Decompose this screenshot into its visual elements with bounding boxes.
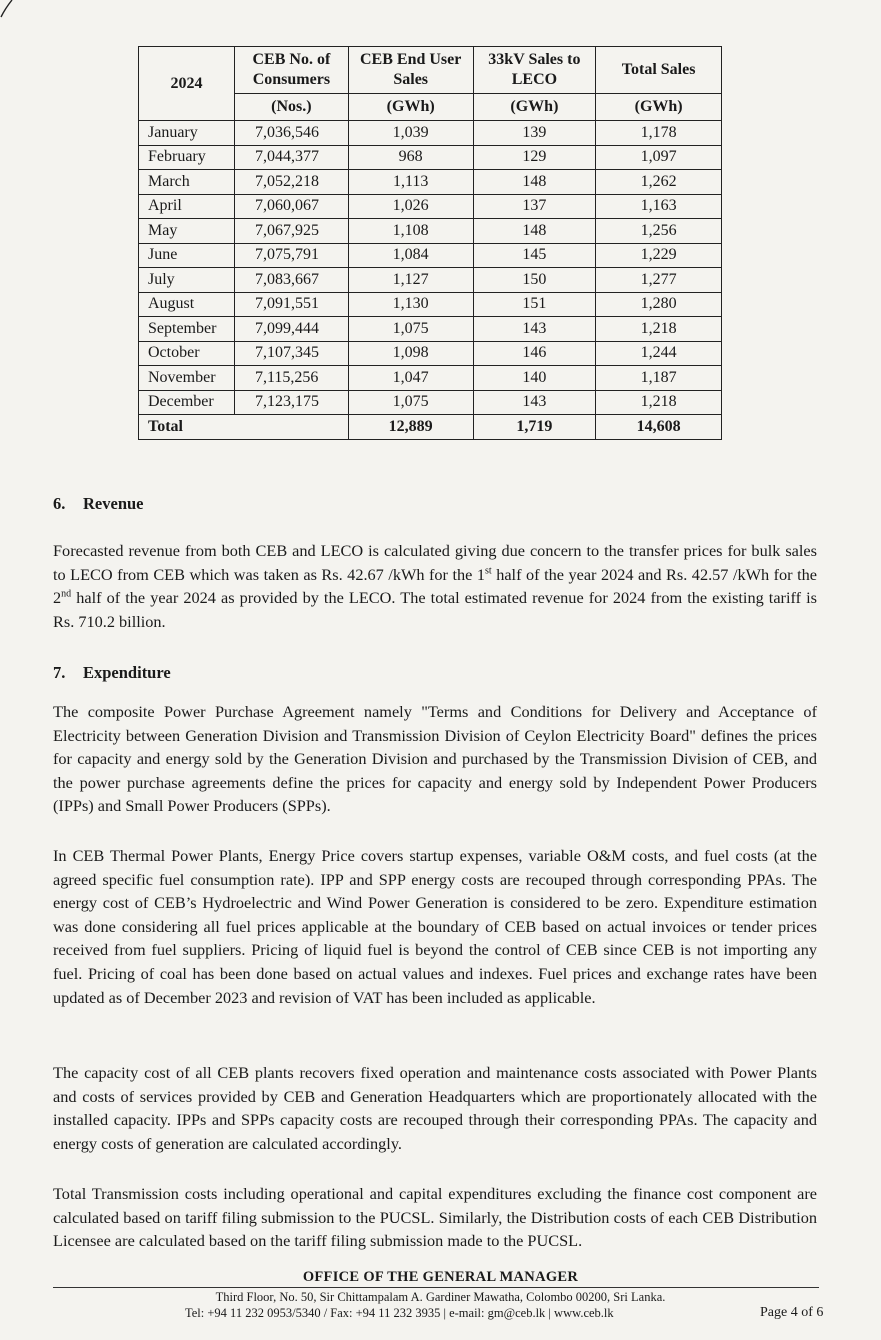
table-row [139, 292, 722, 317]
total-cell: 1,187 [596, 366, 722, 391]
section-7-number: 7. [53, 663, 66, 682]
consumers-cell: 7,123,175 [234, 390, 348, 415]
total-end-user: 12,889 [348, 415, 473, 440]
33kv-cell: 129 [473, 145, 596, 170]
total-sales: 14,608 [596, 415, 722, 440]
section-6-title: Revenue [83, 494, 144, 513]
table-row [139, 268, 722, 293]
table-row [139, 390, 722, 415]
month-cell: July [139, 268, 235, 293]
consumers-cell: 7,091,551 [234, 292, 348, 317]
section-6-heading [53, 494, 144, 514]
consumers-cell: 7,044,377 [234, 145, 348, 170]
total-33kv: 1,719 [473, 415, 596, 440]
33kv-cell: 146 [473, 341, 596, 366]
month-cell: January [139, 121, 235, 146]
total-cell: 1,218 [596, 317, 722, 342]
end-user-cell: 1,108 [348, 219, 473, 244]
revenue-text-a: Forecasted revenue from both CEB and LECO is calculated giving due concern to the transfer prices for bulk sales to LECO from CEB which was taken as Rs. 42.67 /kWh for the 1 [53, 541, 817, 584]
33kv-cell: 137 [473, 194, 596, 219]
revenue-paragraph [53, 539, 817, 633]
month-cell: October [139, 341, 235, 366]
consumers-cell: 7,060,067 [234, 194, 348, 219]
section-7-title: Expenditure [83, 663, 171, 682]
total-cell: 1,277 [596, 268, 722, 293]
table-row [139, 243, 722, 268]
total-cell: 1,178 [596, 121, 722, 146]
revenue-text-c: half of the year 2024 as provided by the LECO. The total estimated revenue for 2024 from the existing tariff is Rs. 710.2 billion. [53, 588, 817, 631]
end-user-cell: 1,127 [348, 268, 473, 293]
33kv-cell: 140 [473, 366, 596, 391]
consumers-cell: 7,052,218 [234, 170, 348, 195]
consumers-cell: 7,099,444 [234, 317, 348, 342]
table-row [139, 121, 722, 146]
consumers-cell: 7,107,345 [234, 341, 348, 366]
consumers-unit: (Nos.) [234, 94, 348, 121]
section-7-heading [53, 663, 171, 683]
33kv-cell: 139 [473, 121, 596, 146]
footer-office-title: OFFICE OF THE GENERAL MANAGER [302, 1269, 579, 1285]
month-cell: May [139, 219, 235, 244]
total-cell: 1,280 [596, 292, 722, 317]
end-user-cell: 1,113 [348, 170, 473, 195]
table-row [139, 219, 722, 244]
total-cell: 1,262 [596, 170, 722, 195]
end-user-cell: 1,130 [348, 292, 473, 317]
total-cell: 1,218 [596, 390, 722, 415]
table-row [139, 366, 722, 391]
end-user-unit: (GWh) [348, 94, 473, 121]
revenue-sup-a: st [485, 565, 492, 577]
consumers-cell: 7,036,546 [234, 121, 348, 146]
expenditure-paragraph-4: Total Transmission costs including operational and capital expenditures excluding the finance cost component are calculated based on tariff filing submission to the PUCSL. Similarly, the Distribution costs of each CEB Distribution Licensee are calculated based on the tariff filing submission made to the PUCSL. [53, 1184, 817, 1251]
end-user-cell: 1,039 [348, 121, 473, 146]
month-cell: November [139, 366, 235, 391]
end-user-cell: 1,075 [348, 390, 473, 415]
month-cell: February [139, 145, 235, 170]
33kv-sales-header: 33kV Sales to LECO [473, 47, 596, 94]
33kv-cell: 143 [473, 317, 596, 342]
total-label: Total [139, 415, 349, 440]
month-cell: August [139, 292, 235, 317]
end-user-cell: 1,084 [348, 243, 473, 268]
total-row [139, 415, 722, 440]
33kv-cell: 151 [473, 292, 596, 317]
footer-divider [53, 1287, 819, 1288]
33kv-unit: (GWh) [473, 94, 596, 121]
33kv-cell: 145 [473, 243, 596, 268]
month-cell: March [139, 170, 235, 195]
consumers-cell: 7,075,791 [234, 243, 348, 268]
year-header: 2024 [139, 47, 235, 121]
total-cell: 1,256 [596, 219, 722, 244]
table-body [139, 121, 722, 440]
end-user-cell: 1,026 [348, 194, 473, 219]
end-user-sales-header: CEB End User Sales [348, 47, 473, 94]
pen-stroke-mark [0, 0, 18, 18]
33kv-cell: 150 [473, 268, 596, 293]
total-cell: 1,244 [596, 341, 722, 366]
end-user-cell: 1,047 [348, 366, 473, 391]
month-cell: December [139, 390, 235, 415]
total-cell: 1,163 [596, 194, 722, 219]
consumers-header: CEB No. of Consumers [234, 47, 348, 94]
expenditure-paragraph-1: The composite Power Purchase Agreement namely "Terms and Conditions for Delivery and Acceptance of Electricity between Generation Division and Transmission Division of Ceylon Electricity Board" defines the prices for capacity and energy sold by the Generation Division and purchased by the Transmission Division of CEB, and the power purchase agreements define the prices for capacity and energy sold by Independent Power Producers (IPPs) and Small Power Producers (SPPs). [53, 702, 817, 816]
33kv-cell: 143 [473, 390, 596, 415]
month-cell: June [139, 243, 235, 268]
footer-address: Third Floor, No. 50, Sir Chittampalam A. Gardiner Mawatha, Colombo 00200, Sri Lanka. [215, 1290, 666, 1304]
page-number: Page 4 of 6 [760, 1305, 824, 1320]
table-row [139, 170, 722, 195]
total-sales-header: Total Sales [596, 47, 722, 94]
table-row [139, 194, 722, 219]
consumers-cell: 7,067,925 [234, 219, 348, 244]
table-row [139, 341, 722, 366]
consumers-cell: 7,115,256 [234, 366, 348, 391]
section-6-number: 6. [53, 494, 66, 513]
consumers-cell: 7,083,667 [234, 268, 348, 293]
33kv-cell: 148 [473, 170, 596, 195]
total-cell: 1,229 [596, 243, 722, 268]
table-row [139, 145, 722, 170]
revenue-sup-b: nd [61, 588, 72, 600]
revenue-text-b: half of the year 2024 and Rs. 42.57 /kWh for the 2 [53, 564, 817, 608]
33kv-cell: 148 [473, 219, 596, 244]
month-cell: April [139, 194, 235, 219]
month-cell: September [139, 317, 235, 342]
expenditure-paragraph-3: The capacity cost of all CEB plants recovers fixed operation and maintenance costs associated with Power Plants and costs of services provided by CEB and Generation Headquarters which are proportionately allocated with the installed capacity. IPPs and SPPs capacity costs are recouped through their corresponding PPAs. The capacity and energy costs of generation are calculated accordingly. [53, 1063, 817, 1153]
end-user-cell: 1,075 [348, 317, 473, 342]
table-row [139, 317, 722, 342]
end-user-cell: 1,098 [348, 341, 473, 366]
total-cell: 1,097 [596, 145, 722, 170]
end-user-cell: 968 [348, 145, 473, 170]
total-unit: (GWh) [596, 94, 722, 121]
monthly-sales-table [138, 46, 722, 440]
footer-contact: Tel: +94 11 232 0953/5340 / Fax: +94 11 232 3935 | e-mail: gm@ceb.lk | www.ceb.lk [185, 1306, 614, 1320]
expenditure-paragraph-2: In CEB Thermal Power Plants, Energy Price covers startup expenses, variable O&M costs, and fuel costs (at the agreed specific fuel consumption rate). IPP and SPP energy costs are recouped through corresponding PPAs. The energy cost of CEB’s Hydroelectric and Wind Power Generation is considered to be zero. Expenditure estimation was done considering all fuel prices applicable at the boundary of CEB based on actual invoices or tender prices received from fuel suppliers. Pricing of liquid fuel is beyond the control of CEB since CEB is not importing any fuel. Pricing of coal has been done based on actual values and indexes. Fuel prices and exchange rates have been updated as of December 2023 and revision of VAT has been included as applicable. [53, 846, 817, 1007]
